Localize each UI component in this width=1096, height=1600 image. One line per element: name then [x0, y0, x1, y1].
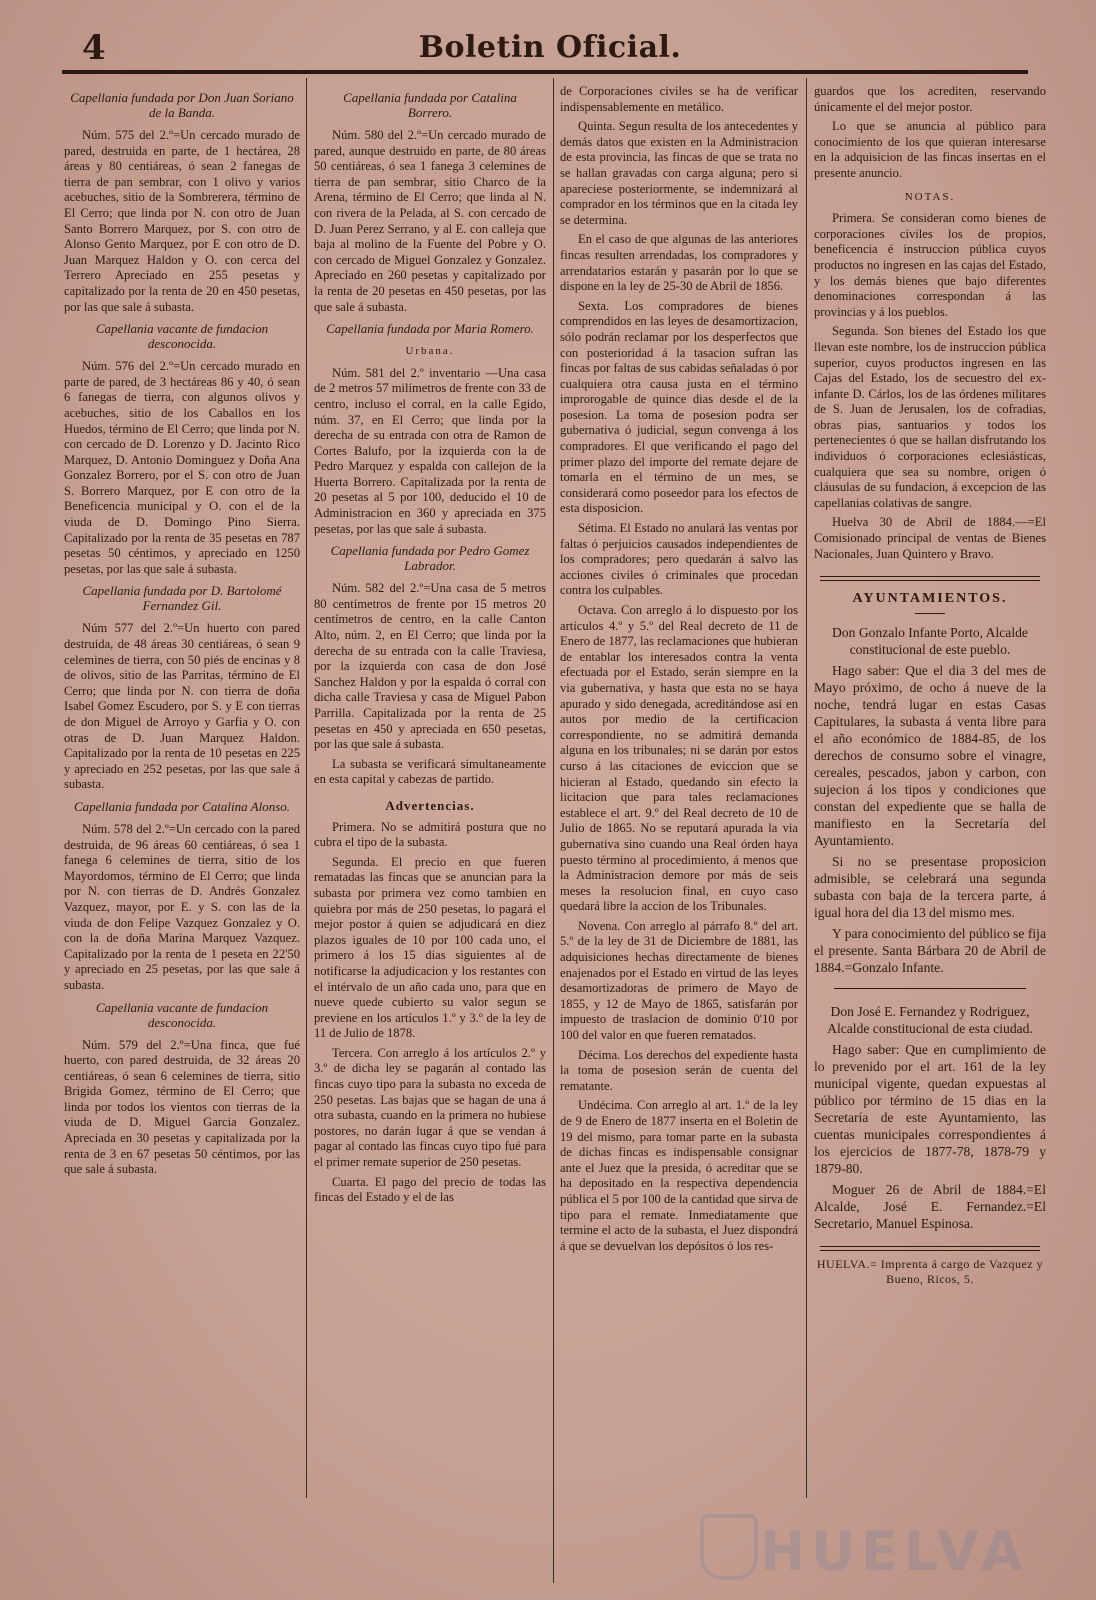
paragraph: Núm. 576 del 2.º=Un cercado murado en parte de pared, de 3 hectáreas 86 y 40, ó sean 6 fanegas de tierra, con algunos olivos y acebuches, sitio de los Caballos en los Huedos, término de El Cerro; que linda por N. con cercado de D. Lorenzo y D. Jacinto Rico Marquez, D. Antonio Dominguez y Doña Ana Gonzalez Borrero, por el S. con otro de Juan S. Borrero Marquez, por E con otro de la Beneficencia municipal y O. con el de la viuda de D. Domingo Pino Sierra. Capitalizado por la renta de 35 pesetas en 787 pesetas 50 céntimos, y apreciado en 1250 pesetas, por las que sale á subasta.: [64, 359, 300, 576]
paragraph: La subasta se verificará simultaneamente en esta capital y cabezas de partido.: [314, 756, 546, 787]
shield-icon: [700, 1514, 758, 1580]
imprint-line: HUELVA.= Imprenta á cargo de Vazquez y Bueno, Ricos, 5.: [816, 1256, 1044, 1287]
paragraph: Núm. 582 del 2.º=Una casa de 5 metros 80 centímetros de frente por 15 metros 20 centímetros de centro, en la calle Canton Alto, núm. 2, en El Cerro; que linda por la derecha de su entrada con la calle Traviesa, por la izquierda con casa de don José Sanchez Haldon y por la espalda ó corral con dicha calle Traviesa y casa de Miguel Pabon Parrilla. Capitalizada por la renta de 25 pesetas en 450 y apreciada en 650 pesetas, por las que sale á subasta.: [314, 581, 546, 752]
section-heading: Capellania fundada por Don Juan Soriano de la Banda.: [70, 90, 294, 120]
notice-paragraph: Hago saber: Que en cumplimiento de lo prevenido por el art. 161 de la ley municipal vigente, quedan expuestas al público por término de 15 dias en la Secretaría de este Ayuntamiento, las cuentas municipales correspondientes á los ejercicios de 1877-78, 1878-79 y 1879-80.: [814, 1041, 1046, 1176]
subheading: Urbana.: [405, 345, 455, 358]
paragraph: Octava. Con arreglo á lo dispuesto por los artículos 4.º y 5.º del Real decreto de 11 de Enero de 1877, las reclamaciones que hubieran de entablar los interesados contra la venta efectuada por el Estado, serán siempre en la via gubernativa, y hasta que esta no se haya apurado y sido denegada, acreditándose así en autos por medio de la certificacion correspondiente, no se admitirá demanda alguna en los tribunales; ni se darán por estos curso á las citaciones de eviccion que se hicieran al Estado, quedando sin efecto la licitacion que para tales reclamaciones establece el art. 9.º del Real decreto de 10 de Julio de 1865. No se reputará apurada la via gubernativa sino cuando una Real órden haya puesto término al procedimiento, á menos que la Administracion demore por más de seis meses la resolucion final, en cuyo caso quedará libre la accion de los Tribunales.: [560, 603, 798, 914]
paragraph: Undécima. Con arreglo al art. 1.º de la ley de 9 de Enero de 1877 inserta en el Boletin de 19 del mismo, para tomar parte en la subasta de dichas fincas es indispensable consignar ante el Juez que la presida, ó acreditar que se ha depositado en la respectiva dependencia pública el 5 por 100 de la cantidad que sirva de tipo para el remate. Inmediatamente que termine el acto de la subasta, el Juez dispondrá á que se devuelvan los depósitos ó los res-: [560, 1098, 798, 1253]
subheading: NOTAS.: [904, 190, 956, 203]
header-rule: [62, 70, 1028, 74]
paragraph: Núm. 581 del 2.º inventario —Una casa de 2 metros 57 milímetros de frente con 33 de centro, incluso el corral, en la calle Egido, núm. 37, en El Cerro; que linda por la derecha de su entrada con otra de Ramon de Cortes Balufo, por la izquierda con la de Pedro Marquez y espalda con callejon de la Huerta Borrero. Capitalizada por la renta de 20 pesetas al 5 por 100, deducido el 10 de Administracion en 360 y apreciada en 375 pesetas, por las que sale á subasta.: [314, 365, 546, 536]
paragraph: Cuarta. El pago del precio de todas las fincas del Estado y el de las: [314, 1174, 546, 1205]
paragraph: Segunda. Son bienes del Estado los que llevan este nombre, los de instruccion pública superior, cuyos productos ingresen en las Cajas del Estado, los de secuestro del ex-infante D. Cárlos, los de las órdenes militares de S. Juan de Jerusalen, los de cofradias, obras pias, santuarios y todos los pertenecientes ó que se hallan disfrutando los individuos ó corporaciones eclesiásticas, cualquiera que sea su nombre, origen ó cláusulas de su fundacion, á excepcion de las capellanias colativas de sangre.: [814, 324, 1046, 510]
paragraph: Núm. 580 del 2.º=Un cercado murado de pared, aunque destruido en parte, de 80 áreas 50 centiáreas, ó sea 1 fanega 3 celemines de tierra de pan sembrar, sitio Charco de la Arena, término de El Cerro; que linda al N. con rivera de la Pelada, al S. con cercado de D. Juan Perez Serrano, y al E. con calleja que baja al molino de la Fuente del Pobre y O. con cercado de Miguel Gonzalez y Gonzalez. Apreciado en 260 pesetas y capitalizado por la renta de 20 pesetas en 450 pesetas, por las que sale á subasta.: [314, 128, 546, 314]
watermark-label: HUELVA: [760, 1520, 1029, 1583]
notice-heading: Don Gonzalo Infante Porto, Alcalde constitucional de este pueblo.: [832, 624, 1028, 657]
paragraph: Décima. Los derechos del expediente hasta la toma de posesion serán de cuenta del rematante.: [560, 1047, 798, 1093]
paragraph: Novena. Con arreglo al párrafo 8.º del art. 5.º de la ley de 31 de Diciembre de 1881, las adquisiciones hechas directamente de bienes enajenados por el Estado en virtud de las leyes desamortizadoras de primero de Mayo de 1855, y 12 de Mayo de 1865, satisfarán por impuesto de traslacion de dominio 0'10 por 100 del valor en que fueren rematados.: [560, 918, 798, 1043]
divider-rule: [834, 988, 1026, 989]
paragraph: Primera. Se consideran como bienes de corporaciones civiles los de propios, beneficencia é instruccion pública cuyos productos no ingresen en las cajas del Estado, y los demás bienes que bajo diferentes denominaciones correspondan á las provincias y á los pueblos.: [814, 211, 1046, 319]
notice-paragraph: Hago saber: Que el dia 3 del mes de Mayo próximo, de ocho á nueve de la noche, tendrá lugar en estas Casas Capitulares, la subasta á venta libre para el año económico de 1884-85, de los derechos de consumo sobre el vinagre, cereales, pescados, jabon y carbon, con sujecion á los tipos y condiciones que constan del expediente que se halla de manifiesto en la Secretaría del Ayuntamiento.: [814, 662, 1046, 848]
notice-heading: Don José E. Fernandez y Rodriguez, Alcalde constitucional de esta ciudad.: [827, 1003, 1033, 1036]
paragraph: Sexta. Los compradores de bienes comprendidos en las leyes de desamortizacion, sólo podrán reclamar por los desperfectos que con posterioridad á la tasacion sufran las fincas por faltas de sus cabidas señaladas ó por cualquiera otra causa justa en el término improrogable de quince dias desde el de la posesion. La toma de posesion podra ser gubernativa ó judicial, segun convenga á los compradores. El que verificando el pago del primer plazo del importe del remate dejare de tomarla en el término de un mes, se considerará como poseedor para los efectos de esta disposicion.: [560, 298, 798, 516]
paragraph: Núm 577 del 2.º=Un huerto con pared destruida, de 48 áreas 30 centiáreas, ó sean 9 celemines de tierra, con 50 piés de encinas y 8 de olivos, sitio de las Parritas, término de El Cerro; que linda por N. con tierra de doña Isabel Gomez Escudero, por S. y E con tierras de don Miguel de Arroyo y Garfia y O. con otras de D. Juan Marquez Haldon. Capitalizado por la renta de 10 pesetas en 225 y apreciado en 252 pesetas, por las que sale á subasta.: [64, 621, 300, 792]
section-title: Advertencias.: [385, 797, 475, 813]
watermark-stamp: [700, 1500, 1040, 1583]
paragraph: Huelva 30 de Abril de 1884.—=El Comisionado principal de ventas de Bienes Nacionales, Juan Quintero y Bravo.: [814, 515, 1046, 561]
page-number: 4: [82, 28, 106, 68]
double-rule: [820, 1246, 1040, 1251]
section-heading: Capellania fundada por Maria Romero.: [326, 321, 534, 337]
paragraph: Primera. No se admitirá postura que no cubra el tipo de la subasta.: [314, 819, 546, 850]
notice-paragraph: Y para conocimiento del público se fija el presente. Santa Bárbara 20 de Abril de 1884.=Gonzalo Infante.: [814, 925, 1046, 975]
column-divider: [806, 78, 807, 1498]
column-2: [314, 84, 546, 1589]
short-rule: [915, 613, 945, 614]
paragraph: En el caso de que algunas de las anteriores fincas resulten arrendadas, los compradores y arrendatarios estarán y pasarán por lo que se dispone en la ley de 25-30 de Abril de 1856.: [560, 232, 798, 294]
section-heading: Capellania fundada por Catalina Alonso.: [73, 798, 291, 814]
section-heading: Capellania vacante de fundacion desconocida.: [95, 999, 269, 1030]
paragraph: Núm. 578 del 2.º=Un cercado con la pared destruida, de 96 áreas 60 centiáreas, ó sea 1 fanega 6 celemines de tierra, sitio de los Mayordomos, término de El Cerro; que linda por N. con tierras de D. Andrés Gonzalez Vazquez, mayor, por E. y S. con las de la viuda de don Felipe Vazquez Gonzalez y O. con la de doña Marina Marquez Vazquez. Capitalizado por la renta de 1 peseta en 22'50 y apreciado en 25 pesetas, por las que sale á subasta.: [64, 821, 300, 992]
notice-paragraph: Moguer 26 de Abril de 1884.=El Alcalde, José E. Fernandez.=El Secretario, Manuel Espinosa.: [814, 1181, 1046, 1231]
paragraph: de Corporaciones civiles se ha de verificar indispensablemente en metálico.: [560, 84, 798, 114]
paragraph: Quinta. Segun resulta de los antecedentes y demás datos que existen en la Administracion de esta provincia, las fincas de que se trata no se hallan gravadas con carga alguna; pero si apareciese posteriormente, se indemnizará al comprador en los términos que en la citada ley se determina.: [560, 119, 798, 227]
section-heading: Capellania fundada por Catalina Borrero.: [343, 90, 517, 120]
newspaper-title: Boletin Oficial.: [418, 30, 682, 65]
column-divider: [553, 78, 554, 1583]
section-heading: Capellania vacante de fundacion desconocida.: [95, 321, 269, 352]
paragraph: guardos que los acrediten, reservando únicamente el del mejor postor.: [814, 84, 1046, 114]
section-heading: Capellania fundada por Pedro Gomez Labrador.: [330, 543, 530, 574]
column-divider: [306, 78, 307, 1498]
paragraph: Núm. 575 del 2.º=Un cercado murado de pared, destruida en parte, de 1 hectárea, 28 áreas y 80 centiáreas, ó sean 2 fanegas de tierra de pan sembrar, con 1 olivo y varios acebuches, sitio de la Sombrerera, término de El Cerro; que linda por N. con otro de Juan Santo Borrero Marquez, por S. con otro de Alonso Gento Marquez, por E con otro de D. Juan Marquez Haldon y O. con cerca del Terrero Apreciado en 255 pesetas y capitalizado por la renta de 20 en 450 pesetas, por las que sale á subasta.: [64, 128, 300, 314]
page-header: [70, 22, 1030, 70]
section-title: AYUNTAMIENTOS.: [852, 591, 1008, 607]
double-rule: [820, 576, 1040, 581]
paragraph: Sétima. El Estado no anulará las ventas por faltas ó perjuicios causados independientes de los compradores; pero quedarán á salvo las acciones civiles ó criminales que procedan contra los culpables.: [560, 521, 798, 598]
column-1: [64, 84, 300, 1589]
notice-paragraph: Si no se presentase proposicion admisible, se celebrará una segunda subasta con baja de la tercera parte, á igual hora del dia 13 del mismo mes.: [814, 853, 1046, 920]
paragraph: Lo que se anuncia al público para conocimiento de los que quieran interesarse en la adquisicion de las fincas insertas en el presente anuncio.: [814, 119, 1046, 180]
paragraph: Segunda. El precio en que fueren rematadas las fincas que se anuncian para la subasta por primera vez como tambien en quiebra por más de 250 pesetas, lo pagará el mejor postor á quien se adjudicará en diez plazos iguales de 10 por 100 cada uno, el primero á los 15 dias siguientes al de notificarse la adjudicacion y los restantes con el intérvalo de un año cada uno, para que en nueve quede cubierto su valor segun se previene en los artículos 1.º y 3.º de la ley de 11 de Julio de 1878.: [314, 854, 546, 1041]
paragraph: Tercera. Con arreglo á los artículos 2.º y 3.º de dicha ley se pagarán al contado las fincas cuyo tipo para la subasta no exceda de 250 pesetas. Las bajas que se hagan de una á otra subasta, cuando en la primera no hubiese postores, no darán lugar á que se vendan á pagar al contado las fincas cuyo tipo fué para el primer remate superior de 250 pesetas.: [314, 1045, 546, 1170]
column-3: [560, 84, 798, 1589]
section-heading: Capellania fundada por D. Bartolomé Fernandez Gil.: [82, 583, 282, 614]
column-4: [814, 84, 1046, 1589]
paragraph: Núm. 579 del 2.º=Una finca, que fué huerto, con pared destruida, de 32 áreas 20 centiáreas, ó sean 6 celemines de tierra, sitio Brigida Gomez, término de El Cerro; que linda por todos los vientos con tierras de la viuda de D. Miguel Garcia Gonzalez. Apreciada en 30 pesetas y capitalizada por la renta de 3 en 67 pesetas 50 céntimos, por las que sale á subasta.: [64, 1037, 300, 1177]
